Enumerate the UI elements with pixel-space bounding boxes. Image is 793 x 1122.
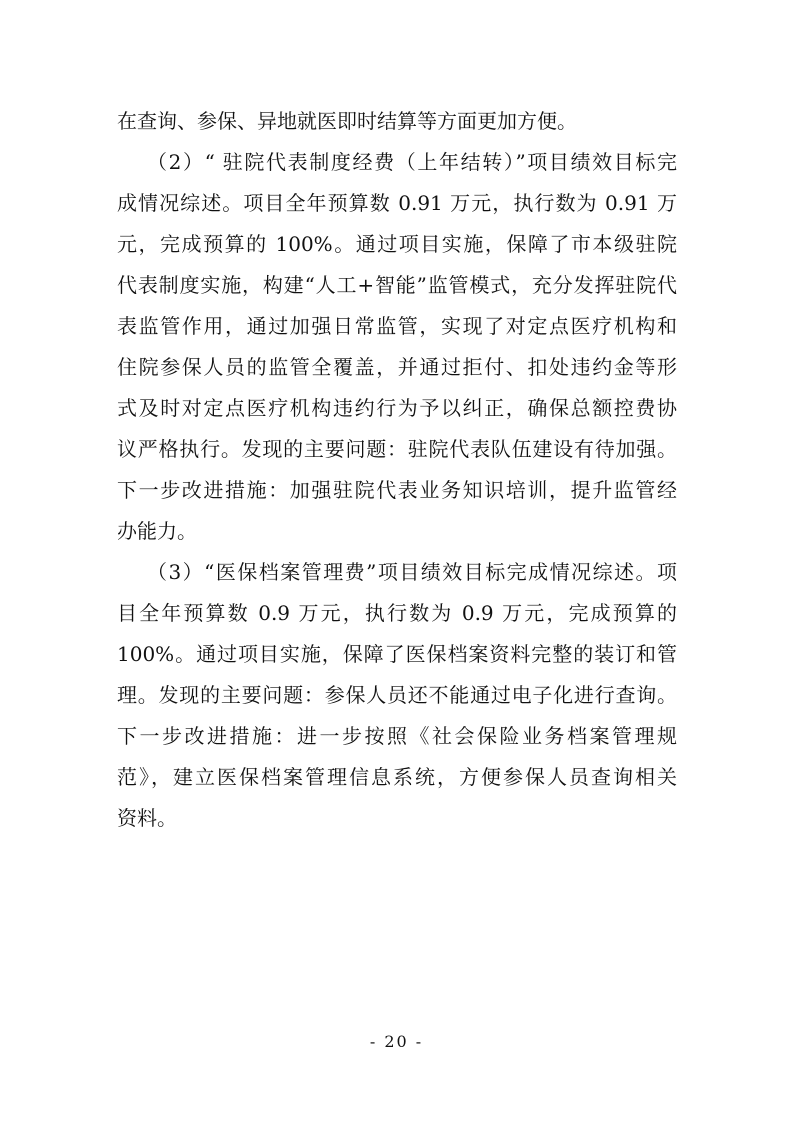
text-line: 元，完成预算的 100%。通过项目实施，保障了市本级驻院 — [117, 232, 677, 256]
text-line: 议严格执行。发现的主要问题：驻院代表队伍建设有待加强。 — [117, 437, 677, 461]
text-line: 式及时对定点医疗机构违约行为予以纠正，确保总额控费协 — [117, 396, 677, 420]
text-line: 住院参保人员的监管全覆盖，并通过拒付、扣处违约金等形 — [117, 355, 677, 379]
text-line: 100%。通过项目实施，保障了医保档案资料完整的装订和管 — [117, 642, 677, 666]
text-line: 目全年预算数 0.9 万元，执行数为 0.9 万元，完成预算的 — [117, 601, 677, 625]
text-line: （2）“ 驻院代表制度经费（上年结转）”项目绩效目标完 — [147, 150, 677, 174]
text-line: 代表制度实施，构建“人工+智能”监管模式，充分发挥驻院代 — [117, 273, 677, 297]
document-text-block — [117, 101, 677, 839]
text-line: （3）“医保档案管理费”项目绩效目标完成情况综述。项 — [147, 560, 677, 584]
text-line: 资料。 — [117, 806, 177, 830]
text-line: 下一步改进措施：加强驻院代表业务知识培训，提升监管经 — [117, 478, 677, 502]
text-line: 办能力。 — [117, 519, 197, 543]
text-line: 范》，建立医保档案管理信息系统，方便参保人员查询相关 — [117, 765, 677, 789]
text-line: 理。发现的主要问题：参保人员还不能通过电子化进行查询。 — [117, 683, 677, 707]
page-number: - 20 - — [369, 1032, 424, 1051]
text-line: 表监管作用，通过加强日常监管，实现了对定点医疗机构和 — [117, 314, 677, 338]
text-line: 在查询、参保、异地就医即时结算等方面更加方便。 — [117, 109, 577, 133]
text-line: 成情况综述。项目全年预算数 0.91 万元，执行数为 0.91 万 — [117, 191, 677, 215]
text-line: 下一步改进措施：进一步按照《社会保险业务档案管理规 — [117, 724, 677, 748]
